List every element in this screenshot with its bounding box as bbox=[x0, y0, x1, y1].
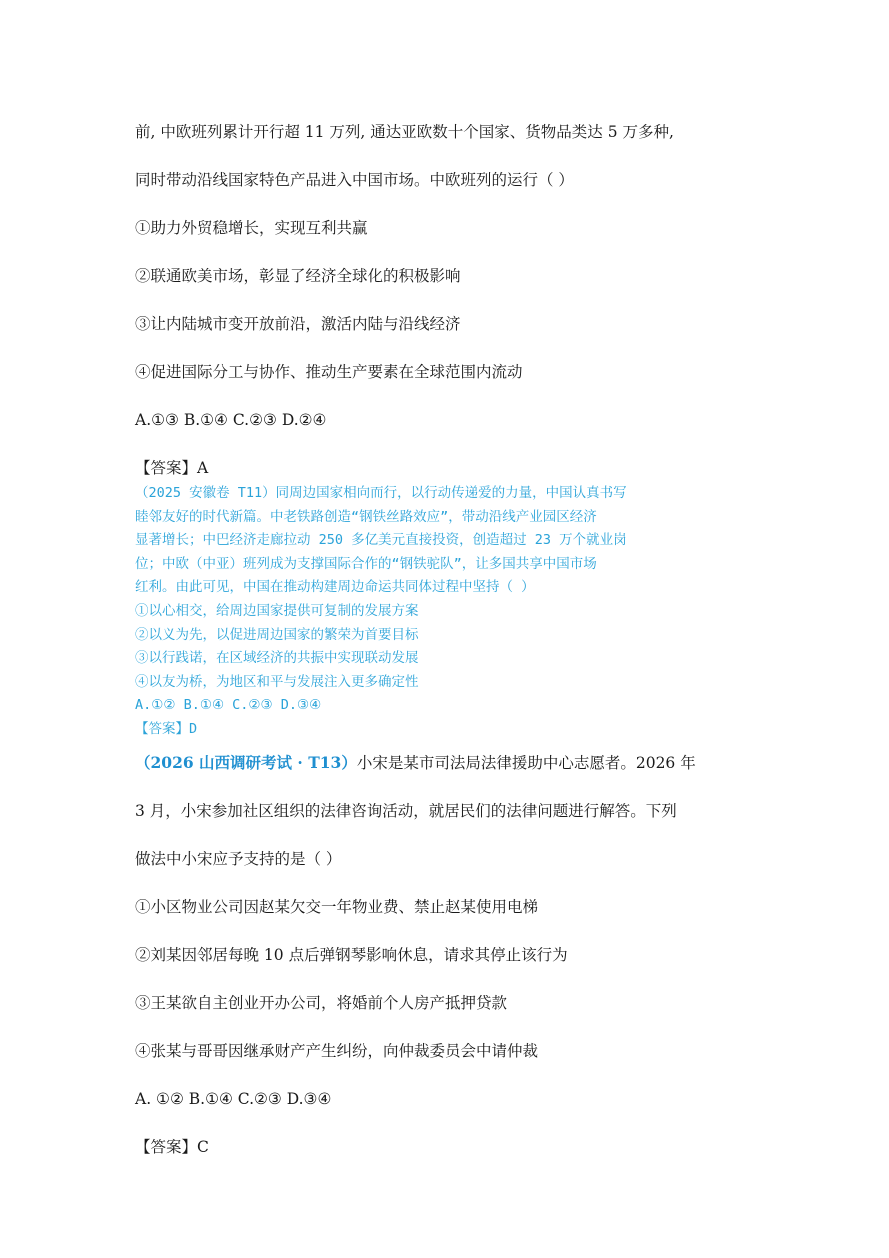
question-2-option: ③以行践诺，在区域经济的共振中实现联动发展 bbox=[135, 650, 419, 667]
question-2 bbox=[135, 482, 765, 742]
question-1-stem-line: 同时带动沿线国家特色产品进入中国市场。中欧班列的运行（ ） bbox=[135, 171, 574, 189]
question-1-choices: A.①③ B.①④ C.②③ D.②④ bbox=[135, 411, 327, 429]
question-2-stem-line: 显著增长；中巴经济走廊拉动 250 多亿美元直接投资，创造超过 23 万个就业岗 bbox=[135, 532, 627, 549]
question-2-stem-line: 位；中欧（中亚）班列成为支撑国际合作的“钢铁驼队”，让多国共享中国市场 bbox=[135, 555, 597, 572]
question-3-stem-first-line bbox=[135, 748, 765, 796]
question-1-option: ④促进国际分工与协作、推动生产要素在全球范围内流动 bbox=[135, 363, 523, 381]
question-1-option: ③让内陆城市变开放前沿，激活内陆与沿线经济 bbox=[135, 315, 461, 333]
question-3-source: （2026 山西调研考试 · T13） bbox=[135, 753, 357, 772]
question-2-answer: 【答案】D bbox=[135, 720, 198, 737]
question-3-option: ②刘某因邻居每晚 10 点后弹钢琴影响休息，请求其停止该行为 bbox=[135, 946, 568, 964]
question-2-option: ①以心相交，给周边国家提供可复制的发展方案 bbox=[135, 602, 419, 619]
question-3-stem-first: 小宋是某市司法局法律援助中心志愿者。2026 年 bbox=[356, 754, 696, 772]
question-3-stem-line: 3 月，小宋参加社区组织的法律咨询活动，就居民们的法律问题进行解答。下列 bbox=[135, 802, 677, 820]
question-3-option: ③王某欲自主创业开办公司，将婚前个人房产抵押贷款 bbox=[135, 994, 508, 1012]
question-1-answer: 【答案】A bbox=[135, 459, 209, 477]
question-2-choices: A.①② B.①④ C.②③ D.③④ bbox=[135, 697, 322, 714]
question-1 bbox=[135, 117, 765, 501]
question-1-option: ①助力外贸稳增长，实现互利共赢 bbox=[135, 219, 368, 237]
question-1-option: ②联通欧美市场，彰显了经济全球化的积极影响 bbox=[135, 267, 461, 285]
question-3-stem-line: 做法中小宋应予支持的是（ ） bbox=[135, 850, 342, 868]
question-1-stem-line: 前, 中欧班列累计开行超 11 万列, 通达亚欧数十个国家、货物品类达 5 万多种, bbox=[135, 123, 674, 141]
question-2-option: ④以友为桥，为地区和平与发展注入更多确定性 bbox=[135, 673, 419, 690]
question-3-option: ①小区物业公司因赵某欠交一年物业费、禁止赵某使用电梯 bbox=[135, 898, 539, 916]
question-2-option: ②以义为先，以促进周边国家的繁荣为首要目标 bbox=[135, 626, 419, 643]
question-3-answer: 【答案】C bbox=[135, 1138, 209, 1156]
question-3-option: ④张某与哥哥因继承财产产生纠纷，向仲裁委员会中请仲裁 bbox=[135, 1042, 539, 1060]
question-2-stem-line: （2025 安徽卷 T11）同周边国家相向而行，以行动传递爱的力量，中国认真书写 bbox=[135, 485, 627, 501]
question-3 bbox=[135, 748, 765, 1180]
question-2-stem-line: 睦邻友好的时代新篇。中老铁路创造“钢铁丝路效应”，带动沿线产业园区经济 bbox=[135, 508, 597, 525]
question-2-stem-line: 红利。由此可见，中国在推动构建周边命运共同体过程中坚持（ ） bbox=[135, 579, 535, 596]
question-3-choices: A. ①② B.①④ C.②③ D.③④ bbox=[135, 1090, 332, 1108]
